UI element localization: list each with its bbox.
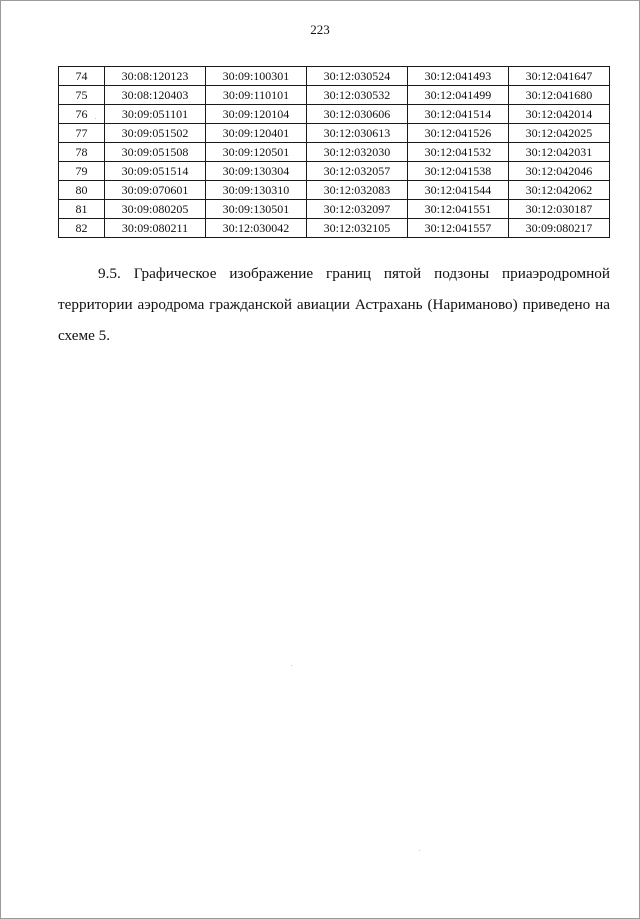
cadastral-number-cell: 30:08:120123 xyxy=(105,67,206,86)
cadastral-number-cell: 30:12:041499 xyxy=(407,86,508,105)
table-row xyxy=(59,105,610,124)
scan-speck xyxy=(291,665,292,666)
cadastral-number-cell: 30:12:030524 xyxy=(306,67,407,86)
cadastral-number-cell: 30:12:030187 xyxy=(508,200,609,219)
cadastral-number-cell: 30:09:080205 xyxy=(105,200,206,219)
cadastral-numbers-table xyxy=(58,66,610,238)
cadastral-number-cell: 30:12:030613 xyxy=(306,124,407,143)
table-row xyxy=(59,162,610,181)
table-row xyxy=(59,181,610,200)
cadastral-number-cell: 30:12:041493 xyxy=(407,67,508,86)
cadastral-number-cell: 30:12:041538 xyxy=(407,162,508,181)
table-row xyxy=(59,143,610,162)
cadastral-number-cell: 30:09:130501 xyxy=(205,200,306,219)
cadastral-number-cell: 30:09:080217 xyxy=(508,219,609,238)
cadastral-number-cell: 30:08:120403 xyxy=(105,86,206,105)
table-body xyxy=(59,67,610,238)
cadastral-number-cell: 30:12:041557 xyxy=(407,219,508,238)
table-row xyxy=(59,200,610,219)
cadastral-number-cell: 30:12:042062 xyxy=(508,181,609,200)
table-row xyxy=(59,86,610,105)
row-number-cell: 82 xyxy=(59,219,105,238)
row-number-cell: 79 xyxy=(59,162,105,181)
cadastral-number-cell: 30:09:051502 xyxy=(105,124,206,143)
table-row xyxy=(59,67,610,86)
cadastral-number-cell: 30:12:032105 xyxy=(306,219,407,238)
cadastral-number-cell: 30:12:030042 xyxy=(205,219,306,238)
cadastral-number-cell: 30:12:042014 xyxy=(508,105,609,124)
row-number-cell: 78 xyxy=(59,143,105,162)
cadastral-number-cell: 30:12:041514 xyxy=(407,105,508,124)
row-number-cell: 74 xyxy=(59,67,105,86)
cadastral-number-cell: 30:09:130304 xyxy=(205,162,306,181)
table-row xyxy=(59,124,610,143)
table-row xyxy=(59,219,610,238)
cadastral-number-cell: 30:12:032030 xyxy=(306,143,407,162)
scan-speck xyxy=(95,118,96,119)
cadastral-number-cell: 30:09:130310 xyxy=(205,181,306,200)
cadastral-number-cell: 30:12:030532 xyxy=(306,86,407,105)
row-number-cell: 81 xyxy=(59,200,105,219)
cadastral-number-cell: 30:09:100301 xyxy=(205,67,306,86)
row-number-cell: 77 xyxy=(59,124,105,143)
row-number-cell: 75 xyxy=(59,86,105,105)
row-number-cell: 80 xyxy=(59,181,105,200)
cadastral-number-cell: 30:09:120104 xyxy=(205,105,306,124)
cadastral-number-cell: 30:12:032083 xyxy=(306,181,407,200)
cadastral-number-cell: 30:12:041544 xyxy=(407,181,508,200)
cadastral-number-cell: 30:09:051101 xyxy=(105,105,206,124)
row-number-cell: 76 xyxy=(59,105,105,124)
cadastral-number-cell: 30:09:070601 xyxy=(105,181,206,200)
cadastral-number-cell: 30:09:120401 xyxy=(205,124,306,143)
section-paragraph: 9.5. Графическое изображение границ пятой подзоны приаэродромной территории аэродрома гражданской авиации Астрахань (Нариманово) приведено на схеме 5. xyxy=(58,265,610,344)
cadastral-number-cell: 30:09:051514 xyxy=(105,162,206,181)
cadastral-number-cell: 30:12:030606 xyxy=(306,105,407,124)
cadastral-number-cell: 30:09:051508 xyxy=(105,143,206,162)
cadastral-number-cell: 30:09:110101 xyxy=(205,86,306,105)
cadastral-number-cell: 30:12:041551 xyxy=(407,200,508,219)
cadastral-number-cell: 30:12:041532 xyxy=(407,143,508,162)
cadastral-number-cell: 30:12:042046 xyxy=(508,162,609,181)
cadastral-number-cell: 30:12:032057 xyxy=(306,162,407,181)
cadastral-number-cell: 30:12:041680 xyxy=(508,86,609,105)
cadastral-number-cell: 30:12:042031 xyxy=(508,143,609,162)
cadastral-number-cell: 30:09:120501 xyxy=(205,143,306,162)
cadastral-number-cell: 30:12:042025 xyxy=(508,124,609,143)
cadastral-number-cell: 30:12:041526 xyxy=(407,124,508,143)
cadastral-number-cell: 30:12:041647 xyxy=(508,67,609,86)
page-number: 223 xyxy=(310,22,330,37)
cadastral-number-cell: 30:09:080211 xyxy=(105,219,206,238)
cadastral-number-cell: 30:12:032097 xyxy=(306,200,407,219)
scan-speck xyxy=(419,850,420,851)
